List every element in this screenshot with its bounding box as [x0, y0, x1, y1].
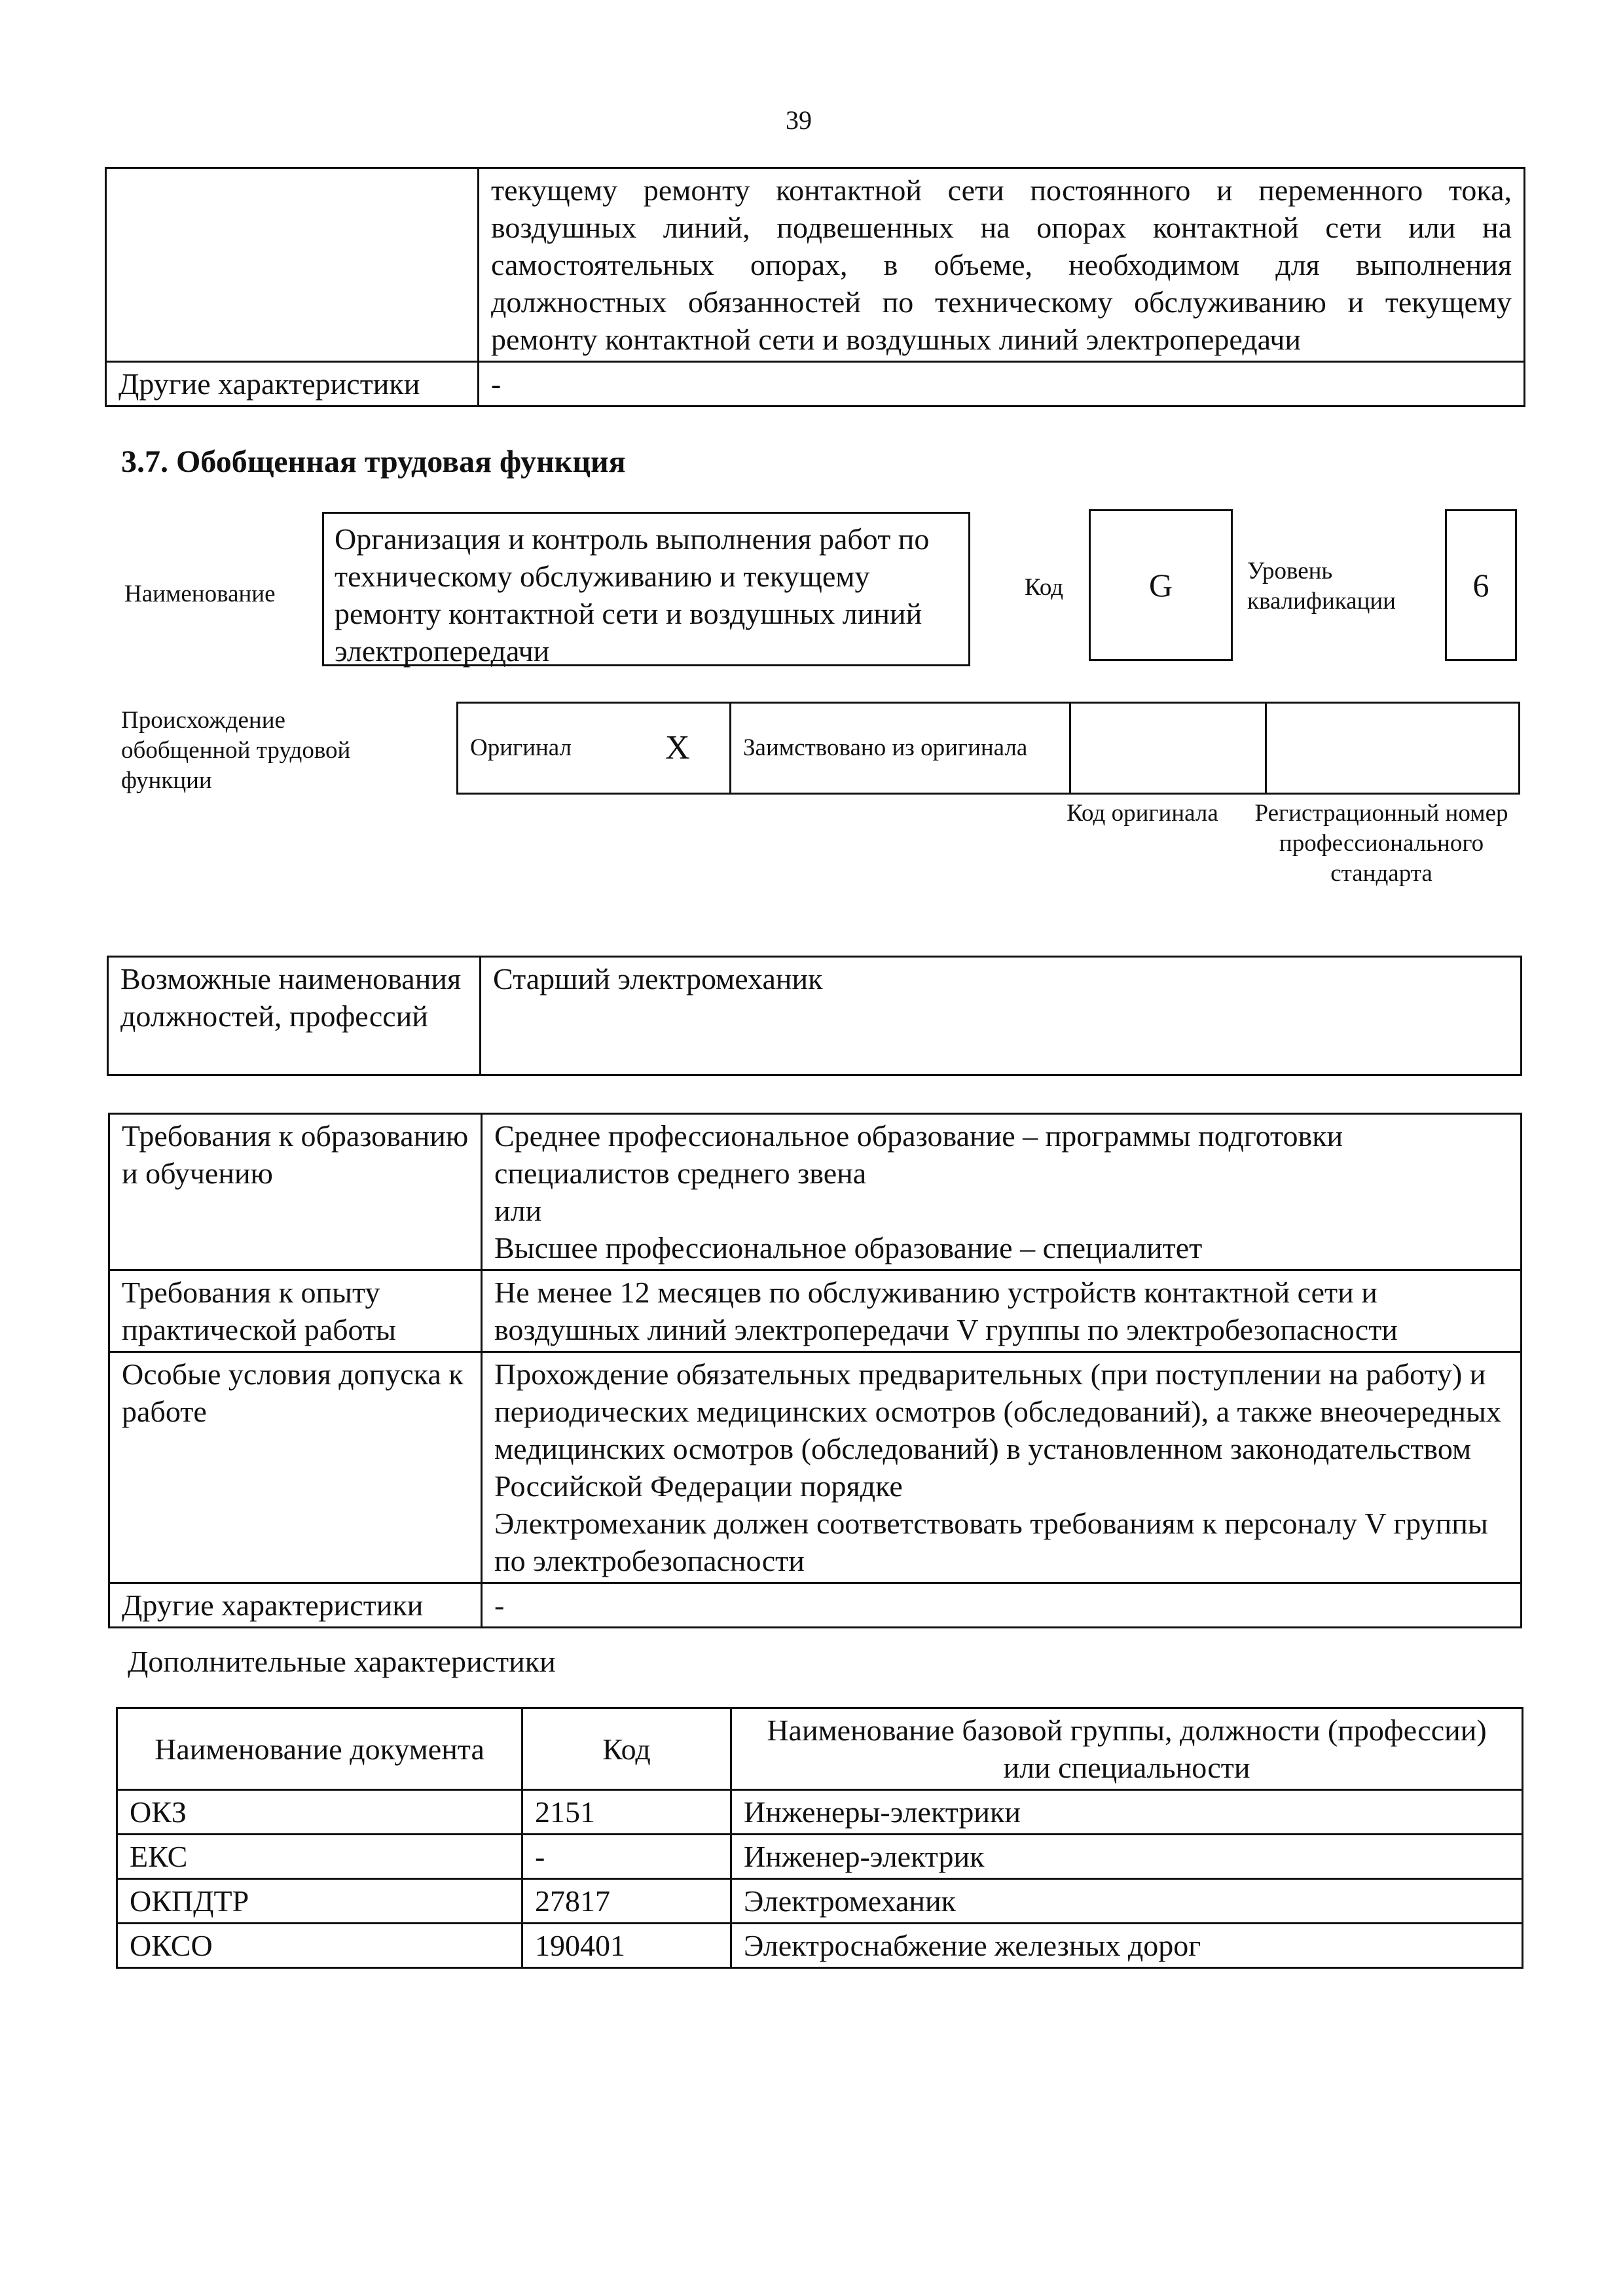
table-row — [117, 1924, 1523, 1968]
positions-label: Возможные наименования должностей, профессий — [108, 957, 481, 1075]
additional-table — [116, 1707, 1523, 1969]
origin-label: Происхождение обобщенной трудовой функции — [121, 707, 351, 794]
function-name-box — [322, 512, 970, 666]
code-value: G — [1148, 567, 1173, 603]
reg-caption: Регистрационный номер профессионального стандарта — [1254, 800, 1508, 887]
education-line: или — [494, 1194, 542, 1227]
other-label: Другие характеристики — [109, 1583, 482, 1628]
admission-line: Электромеханик должен соответствовать требованиям к персоналу V группы по электробезопасности — [494, 1507, 1488, 1577]
admission-value — [482, 1352, 1522, 1583]
group-name: Инженеры-электрики — [731, 1790, 1523, 1835]
experience-label: Требования к опыту практической работы — [109, 1270, 482, 1352]
table-row — [106, 168, 1525, 362]
table-row — [117, 1835, 1523, 1879]
code-caption: Код оригинала — [1067, 800, 1218, 827]
borrowed-label: Заимствовано из оригинала — [731, 703, 1070, 794]
positions-table — [107, 956, 1522, 1076]
additional-title: Дополнительные характеристики — [128, 1645, 556, 1678]
name-label: Наименование — [124, 581, 276, 607]
other-line: - — [494, 1588, 505, 1622]
table-row — [109, 1352, 1522, 1583]
table-row — [117, 1790, 1523, 1835]
admission-label: Особые условия допуска к работе — [109, 1352, 482, 1583]
header-code: Код — [522, 1708, 731, 1790]
group-name: Электромеханик — [731, 1879, 1523, 1924]
level-box — [1445, 509, 1517, 661]
other-characteristics-value: - — [479, 362, 1525, 406]
origin-table — [456, 702, 1520, 795]
continued-text: текущему ремонту контактной сети постоянного и переменного тока, воздушных линий, подвешенных на опорах контактной сети или на самостоятельных опорах, в объеме, необходимом для выполнения должностных обязанностей по техническому обслуживанию и текущему ремонту контактной сети и воздушных линий электропередачи — [479, 168, 1525, 362]
doc-code: 190401 — [522, 1924, 731, 1968]
experience-line: Не менее 12 месяцев по обслуживанию устройств контактной сети и воздушных линий электропередачи V группы по электробезопасности — [494, 1276, 1398, 1346]
level-value: 6 — [1472, 567, 1489, 603]
table-row — [117, 1879, 1523, 1924]
education-value — [482, 1114, 1522, 1270]
doc-code: 2151 — [522, 1790, 731, 1835]
group-name: Инженер-электрик — [731, 1835, 1523, 1879]
doc-name: ОКПДТР — [117, 1879, 522, 1924]
table-row — [109, 1114, 1522, 1270]
doc-name: ОКЗ — [117, 1790, 522, 1835]
doc-code: 27817 — [522, 1879, 731, 1924]
header-doc-name: Наименование документа — [117, 1708, 522, 1790]
section-title: 3.7. Обобщенная трудовая функция — [121, 444, 626, 479]
admission-line: Прохождение обязательных предварительных (при поступлении на работу) и периодических медицинских осмотров (обследований), а также внеочередных медицинских осмотров (обследований) в установленном законодательством Российской Федерации порядке — [494, 1357, 1501, 1503]
level-label: Уровень квалификации — [1247, 558, 1396, 615]
positions-value: Старший электромеханик — [481, 957, 1522, 1075]
original-code-cell — [1070, 703, 1266, 794]
table-row — [106, 362, 1525, 406]
requirements-table — [108, 1113, 1522, 1628]
group-name: Электроснабжение железных дорог — [731, 1924, 1523, 1968]
doc-code: - — [522, 1835, 731, 1879]
other-characteristics-label: Другие характеристики — [106, 362, 479, 406]
other-value — [482, 1583, 1522, 1628]
table-row — [109, 1270, 1522, 1352]
top-table — [105, 167, 1525, 407]
doc-name: ЕКС — [117, 1835, 522, 1879]
code-label: Код — [1025, 574, 1064, 601]
page-number: 39 — [786, 105, 812, 135]
table-row — [108, 957, 1522, 1075]
function-name: Организация и контроль выполнения работ по техническому обслуживанию и текущему ремонту контактной сети и воздушных линий электропередачи — [335, 522, 930, 668]
doc-name: ОКСО — [117, 1924, 522, 1968]
education-line: Среднее профессиональное образование – программы подготовки специалистов среднего звена — [494, 1119, 1343, 1190]
reg-number-cell — [1266, 703, 1520, 794]
education-line: Высшее профессиональное образование – специалитет — [494, 1231, 1203, 1265]
code-box — [1089, 509, 1233, 661]
experience-value — [482, 1270, 1522, 1352]
header-group-name: Наименование базовой группы, должности (профессии) или специальности — [731, 1708, 1523, 1790]
education-label: Требования к образованию и обучению — [109, 1114, 482, 1270]
original-label: Оригинал — [458, 703, 654, 794]
table-row — [458, 703, 1520, 794]
table-row — [109, 1583, 1522, 1628]
table-header-row — [117, 1708, 1523, 1790]
empty-cell — [106, 168, 479, 362]
original-mark: X — [653, 703, 731, 794]
